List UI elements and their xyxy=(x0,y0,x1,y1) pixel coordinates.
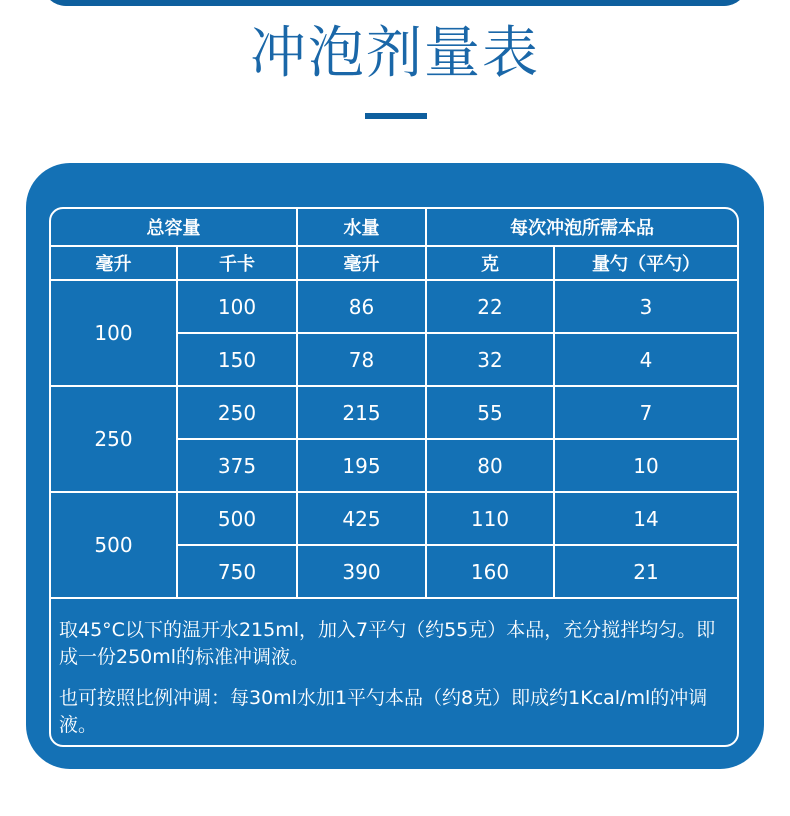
header-unit-scoops: 量勺（平勺） xyxy=(554,246,737,280)
total-ml-cell: 100 xyxy=(51,280,177,386)
total-ml-cell: 250 xyxy=(51,386,177,492)
grams-cell: 32 xyxy=(426,333,554,386)
water-ml-cell: 215 xyxy=(297,386,426,439)
header-unit-ml: 毫升 xyxy=(51,246,177,280)
kcal-cell: 150 xyxy=(177,333,297,386)
water-ml-cell: 78 xyxy=(297,333,426,386)
top-decorative-band xyxy=(42,0,748,6)
header-unit-grams: 克 xyxy=(426,246,554,280)
table-row xyxy=(51,280,737,333)
grams-cell: 55 xyxy=(426,386,554,439)
header-product-per-serving: 每次冲泡所需本品 xyxy=(426,209,737,246)
kcal-cell: 375 xyxy=(177,439,297,492)
scoops-cell: 21 xyxy=(554,545,737,598)
title-underline xyxy=(365,113,427,119)
table-row xyxy=(51,386,737,439)
table-row xyxy=(51,492,737,545)
dosage-table-frame xyxy=(49,207,739,747)
kcal-cell: 100 xyxy=(177,280,297,333)
grams-cell: 80 xyxy=(426,439,554,492)
note-standard-preparation: 取45°C以下的温开水215ml，加入7平勺（约55克）本品，充分搅拌均匀。即成一份250ml的标准冲调液。 xyxy=(59,619,716,668)
scoops-cell: 7 xyxy=(554,386,737,439)
scoops-cell: 10 xyxy=(554,439,737,492)
kcal-cell: 500 xyxy=(177,492,297,545)
scoops-cell: 3 xyxy=(554,280,737,333)
group-header-row xyxy=(51,209,737,246)
grams-cell: 110 xyxy=(426,492,554,545)
kcal-cell: 250 xyxy=(177,386,297,439)
scoops-cell: 4 xyxy=(554,333,737,386)
header-unit-water-ml: 毫升 xyxy=(297,246,426,280)
kcal-cell: 750 xyxy=(177,545,297,598)
unit-header-row xyxy=(51,246,737,280)
header-total-capacity: 总容量 xyxy=(51,209,297,246)
dosage-table xyxy=(51,209,737,599)
water-ml-cell: 86 xyxy=(297,280,426,333)
total-ml-cell: 500 xyxy=(51,492,177,598)
grams-cell: 22 xyxy=(426,280,554,333)
water-ml-cell: 390 xyxy=(297,545,426,598)
header-water-amount: 水量 xyxy=(297,209,426,246)
water-ml-cell: 195 xyxy=(297,439,426,492)
water-ml-cell: 425 xyxy=(297,492,426,545)
page-title: 冲泡剂量表 xyxy=(250,21,540,86)
header-unit-kcal: 千卡 xyxy=(177,246,297,280)
preparation-notes xyxy=(59,617,733,739)
note-ratio-preparation: 也可按照比例冲调：每30ml水加1平勺本品（约8克）即成约1Kcal/ml的冲调液。 xyxy=(59,687,708,736)
grams-cell: 160 xyxy=(426,545,554,598)
scoops-cell: 14 xyxy=(554,492,737,545)
